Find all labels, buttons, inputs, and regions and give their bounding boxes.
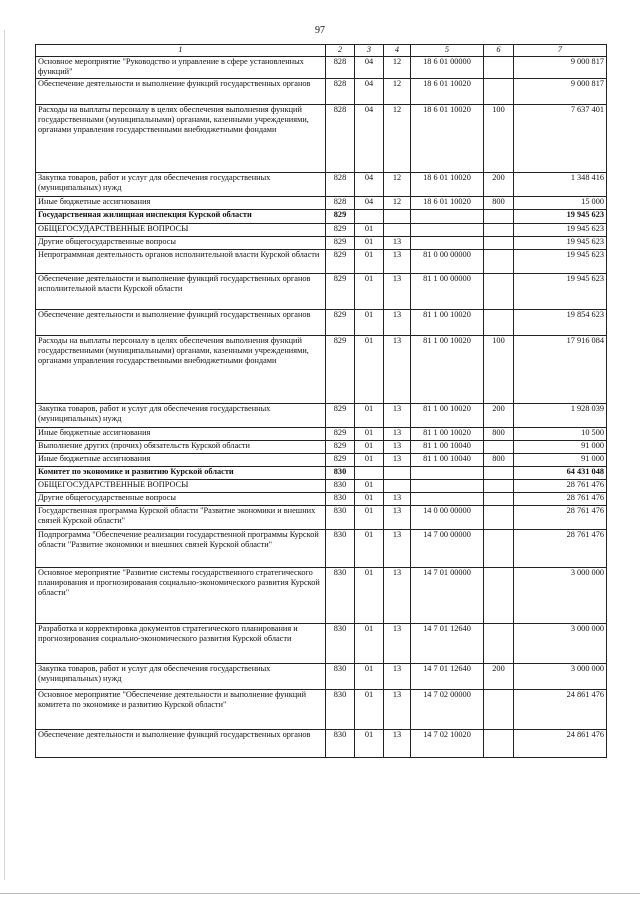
cell-name: Основное мероприятие "Обеспечение деятельности и выполнение функций комитета по экономике и развитию Курской области" — [36, 690, 326, 730]
cell-ved: 830 — [326, 467, 355, 480]
cell-csr: 18 6 01 10020 — [411, 173, 484, 197]
cell-vr — [484, 624, 514, 664]
cell-rz: 01 — [355, 530, 384, 568]
cell-vr: 200 — [484, 664, 514, 690]
cell-ved: 829 — [326, 336, 355, 404]
table-row — [36, 237, 607, 250]
cell-pr: 13 — [384, 454, 411, 467]
cell-pr: 12 — [384, 173, 411, 197]
cell-vr — [484, 274, 514, 310]
cell-sum: 19 945 623 — [514, 274, 607, 310]
cell-vr — [484, 237, 514, 250]
cell-ved: 830 — [326, 480, 355, 493]
table-row — [36, 690, 607, 730]
cell-sum: 28 761 476 — [514, 480, 607, 493]
cell-csr: 81 1 00 10020 — [411, 310, 484, 336]
header-cell: 4 — [384, 45, 411, 57]
cell-sum: 15 000 — [514, 197, 607, 210]
table-row — [36, 454, 607, 467]
cell-sum: 19 945 623 — [514, 224, 607, 237]
cell-sum: 19 945 623 — [514, 210, 607, 224]
cell-pr: 13 — [384, 274, 411, 310]
cell-csr: 18 6 01 10020 — [411, 197, 484, 210]
cell-name: Другие общегосударственные вопросы — [36, 493, 326, 506]
cell-name: Непрограммная деятельность органов исполнительной власти Курской области — [36, 250, 326, 274]
cell-name: Иные бюджетные ассигнования — [36, 428, 326, 441]
cell-csr: 14 7 01 00000 — [411, 568, 484, 624]
cell-vr: 200 — [484, 173, 514, 197]
table-row — [36, 480, 607, 493]
cell-rz: 01 — [355, 664, 384, 690]
cell-name: Разработка и корректировка документов стратегического планирования и прогнозирования социально-экономического развития Курской области — [36, 624, 326, 664]
cell-pr: 13 — [384, 506, 411, 530]
cell-csr: 14 0 00 00000 — [411, 506, 484, 530]
cell-rz: 01 — [355, 730, 384, 758]
cell-vr — [484, 310, 514, 336]
cell-sum: 91 000 — [514, 441, 607, 454]
table-header-row — [36, 45, 607, 57]
cell-sum: 7 637 401 — [514, 105, 607, 173]
cell-rz: 01 — [355, 250, 384, 274]
cell-vr — [484, 467, 514, 480]
cell-pr: 13 — [384, 530, 411, 568]
cell-name: Обеспечение деятельности и выполнение функций государственных органов — [36, 79, 326, 105]
cell-csr: 14 7 02 00000 — [411, 690, 484, 730]
cell-rz: 01 — [355, 480, 384, 493]
cell-rz: 04 — [355, 197, 384, 210]
cell-vr — [484, 441, 514, 454]
cell-csr: 18 6 01 10020 — [411, 79, 484, 105]
header-cell: 1 — [36, 45, 326, 57]
cell-csr — [411, 224, 484, 237]
page-number: 97 — [315, 25, 325, 36]
table-row — [36, 730, 607, 758]
header-cell: 7 — [514, 45, 607, 57]
cell-csr: 14 7 02 10020 — [411, 730, 484, 758]
cell-rz: 01 — [355, 690, 384, 730]
cell-ved: 828 — [326, 173, 355, 197]
cell-vr — [484, 210, 514, 224]
table-row — [36, 173, 607, 197]
cell-ved: 829 — [326, 441, 355, 454]
cell-vr: 100 — [484, 105, 514, 173]
cell-vr — [484, 79, 514, 105]
cell-rz: 01 — [355, 310, 384, 336]
cell-pr: 13 — [384, 624, 411, 664]
cell-ved: 830 — [326, 624, 355, 664]
cell-ved: 830 — [326, 730, 355, 758]
cell-pr: 13 — [384, 493, 411, 506]
cell-name: Государственная жилищная инспекция Курской области — [36, 210, 326, 224]
cell-vr: 800 — [484, 197, 514, 210]
budget-table — [35, 44, 607, 758]
cell-sum: 3 000 000 — [514, 664, 607, 690]
cell-sum: 24 861 476 — [514, 730, 607, 758]
cell-ved: 829 — [326, 454, 355, 467]
cell-ved: 828 — [326, 79, 355, 105]
table-row — [36, 664, 607, 690]
cell-pr: 12 — [384, 197, 411, 210]
cell-pr: 13 — [384, 690, 411, 730]
cell-ved: 829 — [326, 237, 355, 250]
cell-sum: 10 500 — [514, 428, 607, 441]
cell-sum: 28 761 476 — [514, 493, 607, 506]
cell-rz: 01 — [355, 454, 384, 467]
cell-vr: 100 — [484, 336, 514, 404]
cell-ved: 830 — [326, 493, 355, 506]
table-row — [36, 441, 607, 454]
cell-ved: 829 — [326, 404, 355, 428]
cell-name: Основное мероприятие "Руководство и управление в сфере установленных функций" — [36, 57, 326, 79]
cell-sum: 28 761 476 — [514, 506, 607, 530]
scan-bottom-line — [0, 893, 640, 894]
table-row — [36, 624, 607, 664]
cell-csr: 18 6 01 00000 — [411, 57, 484, 79]
cell-csr — [411, 210, 484, 224]
table-row — [36, 530, 607, 568]
cell-csr: 81 1 00 10040 — [411, 441, 484, 454]
cell-rz: 01 — [355, 441, 384, 454]
cell-sum: 28 761 476 — [514, 530, 607, 568]
cell-name: Закупка товаров, работ и услуг для обеспечения государственных (муниципальных) нужд — [36, 404, 326, 428]
table-row — [36, 197, 607, 210]
cell-rz — [355, 467, 384, 480]
cell-rz: 01 — [355, 224, 384, 237]
cell-pr — [384, 210, 411, 224]
cell-csr: 81 1 00 10020 — [411, 428, 484, 441]
cell-rz: 04 — [355, 173, 384, 197]
cell-vr — [484, 493, 514, 506]
cell-pr: 13 — [384, 428, 411, 441]
cell-csr — [411, 467, 484, 480]
table-row — [36, 467, 607, 480]
cell-vr — [484, 57, 514, 79]
cell-csr: 14 7 01 12640 — [411, 664, 484, 690]
table-body — [36, 45, 607, 758]
table-row — [36, 336, 607, 404]
cell-sum: 1 348 416 — [514, 173, 607, 197]
cell-vr — [484, 224, 514, 237]
cell-pr: 13 — [384, 237, 411, 250]
cell-csr — [411, 493, 484, 506]
cell-vr — [484, 480, 514, 493]
table-row — [36, 210, 607, 224]
cell-rz: 04 — [355, 79, 384, 105]
cell-pr: 12 — [384, 57, 411, 79]
cell-name: Закупка товаров, работ и услуг для обеспечения государственных (муниципальных) нужд — [36, 173, 326, 197]
cell-sum: 24 861 476 — [514, 690, 607, 730]
cell-ved: 828 — [326, 57, 355, 79]
header-cell: 3 — [355, 45, 384, 57]
table-row — [36, 310, 607, 336]
table-row — [36, 105, 607, 173]
cell-name: Комитет по экономике и развитию Курской области — [36, 467, 326, 480]
table-row — [36, 224, 607, 237]
cell-vr — [484, 568, 514, 624]
cell-csr: 81 1 00 00000 — [411, 274, 484, 310]
cell-pr: 13 — [384, 404, 411, 428]
cell-name: Выполнение других (прочих) обязательств Курской области — [36, 441, 326, 454]
cell-rz: 01 — [355, 336, 384, 404]
cell-ved: 830 — [326, 530, 355, 568]
cell-vr — [484, 250, 514, 274]
cell-ved: 830 — [326, 690, 355, 730]
cell-vr — [484, 530, 514, 568]
cell-rz: 01 — [355, 428, 384, 441]
cell-csr: 14 7 00 00000 — [411, 530, 484, 568]
cell-vr — [484, 730, 514, 758]
cell-ved: 828 — [326, 197, 355, 210]
table-row — [36, 493, 607, 506]
cell-rz: 01 — [355, 493, 384, 506]
cell-name: Обеспечение деятельности и выполнение функций государственных органов исполнительной власти Курской области — [36, 274, 326, 310]
cell-rz: 01 — [355, 274, 384, 310]
cell-rz: 04 — [355, 105, 384, 173]
cell-pr — [384, 480, 411, 493]
cell-sum: 19 854 623 — [514, 310, 607, 336]
cell-rz: 01 — [355, 237, 384, 250]
cell-pr: 13 — [384, 310, 411, 336]
cell-csr: 81 0 00 00000 — [411, 250, 484, 274]
cell-ved: 828 — [326, 105, 355, 173]
cell-sum: 9 000 817 — [514, 57, 607, 79]
cell-pr: 12 — [384, 79, 411, 105]
table-row — [36, 79, 607, 105]
cell-name: Расходы на выплаты персоналу в целях обеспечения выполнения функций государственными (муниципальными) органами, казенными учреждениями, органами управления государственными внебюджетными фондами — [36, 336, 326, 404]
cell-ved: 829 — [326, 274, 355, 310]
table-row — [36, 274, 607, 310]
header-cell: 5 — [411, 45, 484, 57]
cell-name: Обеспечение деятельности и выполнение функций государственных органов — [36, 310, 326, 336]
cell-pr: 13 — [384, 250, 411, 274]
cell-pr: 13 — [384, 568, 411, 624]
cell-rz: 01 — [355, 506, 384, 530]
cell-ved: 829 — [326, 250, 355, 274]
cell-ved: 829 — [326, 210, 355, 224]
cell-sum: 1 928 039 — [514, 404, 607, 428]
cell-sum: 3 000 000 — [514, 568, 607, 624]
cell-name: Основное мероприятие "Развитие системы государственного стратегического планирования и прогнозирования социально-экономического развития Курской области" — [36, 568, 326, 624]
cell-sum: 64 431 048 — [514, 467, 607, 480]
cell-name: Иные бюджетные ассигнования — [36, 454, 326, 467]
cell-csr — [411, 480, 484, 493]
cell-vr — [484, 506, 514, 530]
cell-name: Государственная программа Курской области "Развитие экономики и внешних связей Курской области" — [36, 506, 326, 530]
cell-csr: 18 6 01 10020 — [411, 105, 484, 173]
cell-sum: 19 945 623 — [514, 237, 607, 250]
cell-vr — [484, 690, 514, 730]
cell-rz — [355, 210, 384, 224]
cell-sum: 9 000 817 — [514, 79, 607, 105]
cell-ved: 829 — [326, 310, 355, 336]
table-row — [36, 250, 607, 274]
cell-csr: 14 7 01 12640 — [411, 624, 484, 664]
table-row — [36, 428, 607, 441]
table-row — [36, 568, 607, 624]
cell-rz: 01 — [355, 624, 384, 664]
cell-vr: 200 — [484, 404, 514, 428]
cell-rz: 01 — [355, 568, 384, 624]
cell-pr — [384, 224, 411, 237]
cell-ved: 829 — [326, 428, 355, 441]
cell-csr: 81 1 00 10020 — [411, 336, 484, 404]
cell-name: Иные бюджетные ассигнования — [36, 197, 326, 210]
header-cell: 6 — [484, 45, 514, 57]
cell-pr: 13 — [384, 336, 411, 404]
cell-name: Другие общегосударственные вопросы — [36, 237, 326, 250]
cell-pr: 13 — [384, 441, 411, 454]
cell-ved: 830 — [326, 664, 355, 690]
cell-ved: 830 — [326, 506, 355, 530]
cell-rz: 01 — [355, 404, 384, 428]
cell-ved: 829 — [326, 224, 355, 237]
cell-name: ОБЩЕГОСУДАРСТВЕННЫЕ ВОПРОСЫ — [36, 480, 326, 493]
cell-sum: 91 000 — [514, 454, 607, 467]
cell-name: Расходы на выплаты персоналу в целях обеспечения выполнения функций государственными (муниципальными) органами, казенными учреждениями, органами управления государственными внебюджетными фондами — [36, 105, 326, 173]
cell-name: Подпрограмма "Обеспечение реализации государственной программы Курской области "Развитие экономики и внешних связей Курской области" — [36, 530, 326, 568]
cell-pr — [384, 467, 411, 480]
cell-csr — [411, 237, 484, 250]
cell-name: ОБЩЕГОСУДАРСТВЕННЫЕ ВОПРОСЫ — [36, 224, 326, 237]
cell-rz: 04 — [355, 57, 384, 79]
cell-vr: 800 — [484, 428, 514, 441]
cell-vr: 800 — [484, 454, 514, 467]
cell-sum: 17 916 084 — [514, 336, 607, 404]
cell-csr: 81 1 00 10040 — [411, 454, 484, 467]
table-row — [36, 506, 607, 530]
cell-sum: 19 945 623 — [514, 250, 607, 274]
table-row — [36, 404, 607, 428]
table-row — [36, 57, 607, 79]
cell-name: Обеспечение деятельности и выполнение функций государственных органов — [36, 730, 326, 758]
cell-ved: 830 — [326, 568, 355, 624]
header-cell: 2 — [326, 45, 355, 57]
scan-edge-line — [4, 30, 5, 880]
cell-name: Закупка товаров, работ и услуг для обеспечения государственных (муниципальных) нужд — [36, 664, 326, 690]
cell-csr: 81 1 00 10020 — [411, 404, 484, 428]
cell-pr: 12 — [384, 105, 411, 173]
cell-pr: 13 — [384, 730, 411, 758]
cell-pr: 13 — [384, 664, 411, 690]
cell-sum: 3 000 000 — [514, 624, 607, 664]
